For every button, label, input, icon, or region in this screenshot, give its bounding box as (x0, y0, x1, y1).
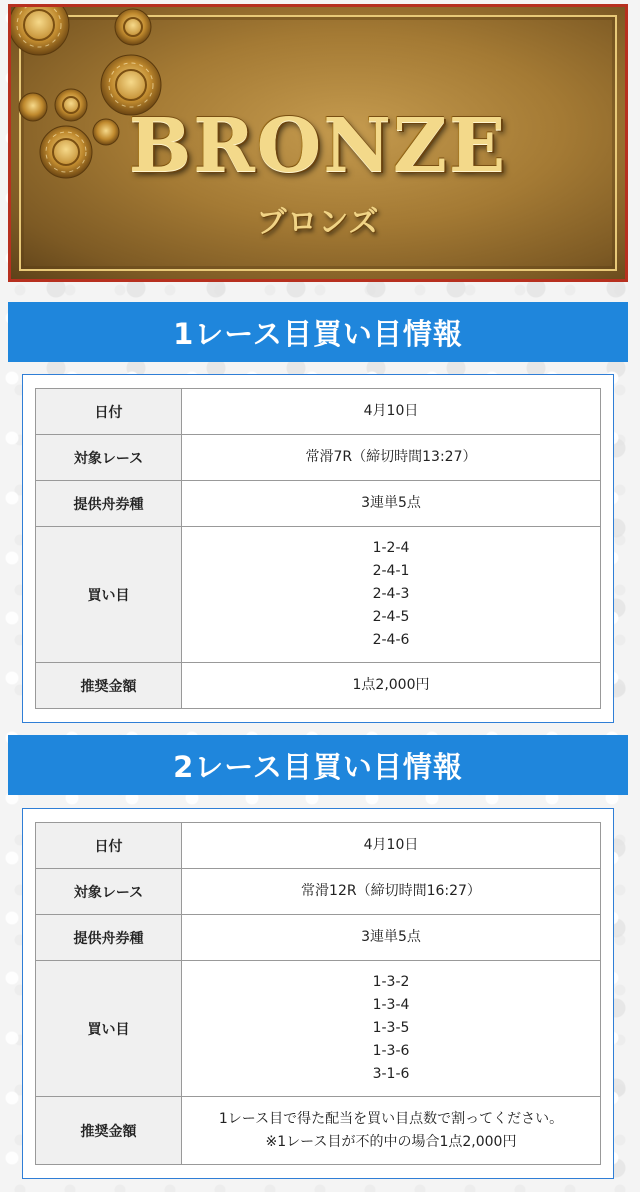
pick-item: 2-4-5 (372, 609, 410, 625)
date-label: 日付 (36, 389, 182, 435)
table-row (36, 663, 601, 709)
date-value: 4月10日 (182, 823, 601, 869)
table-row (36, 915, 601, 961)
ticket-type-label: 提供舟券種 (36, 481, 182, 527)
table-row (36, 1097, 601, 1165)
race-value: 常滑7R（締切時間13:27） (182, 435, 601, 481)
picks-cell (182, 961, 601, 1097)
pick-item: 1-3-5 (372, 1020, 410, 1036)
picks-cell (182, 527, 601, 663)
picks-list (182, 537, 600, 652)
date-value: 4月10日 (182, 389, 601, 435)
table-row (36, 869, 601, 915)
info-box-race-1 (22, 374, 614, 723)
race-label: 対象レース (36, 435, 182, 481)
ticket-type-value: 3連単5点 (182, 481, 601, 527)
table-row (36, 961, 601, 1097)
pick-item: 1-3-6 (372, 1043, 410, 1059)
banner-subtitle: ブロンズ (256, 205, 380, 240)
info-table-race-2 (35, 822, 601, 1165)
pick-item: 1-2-4 (372, 540, 410, 556)
picks-label: 買い目 (36, 961, 182, 1097)
pick-item: 2-4-1 (372, 563, 410, 579)
ticket-type-label: 提供舟券種 (36, 915, 182, 961)
section-heading-race-1: 1レース目買い目情報 (8, 302, 628, 362)
amount-value: 1点2,000円 (182, 663, 601, 709)
amount-note-line: ※1レース目が不的中の場合1点2,000円 (265, 1133, 517, 1150)
section-heading-race-2: 2レース目買い目情報 (8, 735, 628, 795)
table-row (36, 823, 601, 869)
amount-label: 推奨金額 (36, 663, 182, 709)
table-row (36, 389, 601, 435)
info-table-race-1 (35, 388, 601, 709)
banner-title: BRONZE (128, 103, 508, 189)
date-label: 日付 (36, 823, 182, 869)
amount-label: 推奨金額 (36, 1097, 182, 1165)
pick-item: 3-1-6 (372, 1066, 410, 1082)
table-row (36, 435, 601, 481)
table-row (36, 481, 601, 527)
pick-item: 2-4-6 (372, 632, 410, 648)
amount-note-line: 1レース目で得た配当を買い目点数で割ってください。 (218, 1110, 564, 1127)
amount-note-cell (182, 1097, 601, 1165)
picks-label: 買い目 (36, 527, 182, 663)
info-box-race-2 (22, 808, 614, 1179)
pick-item: 1-3-2 (372, 974, 410, 990)
race-value: 常滑12R（締切時間16:27） (182, 869, 601, 915)
pick-item: 2-4-3 (372, 586, 410, 602)
bronze-banner (8, 4, 628, 282)
ticket-type-value: 3連単5点 (182, 915, 601, 961)
race-label: 対象レース (36, 869, 182, 915)
picks-list (182, 971, 600, 1086)
table-row (36, 527, 601, 663)
pick-item: 1-3-4 (372, 997, 410, 1013)
